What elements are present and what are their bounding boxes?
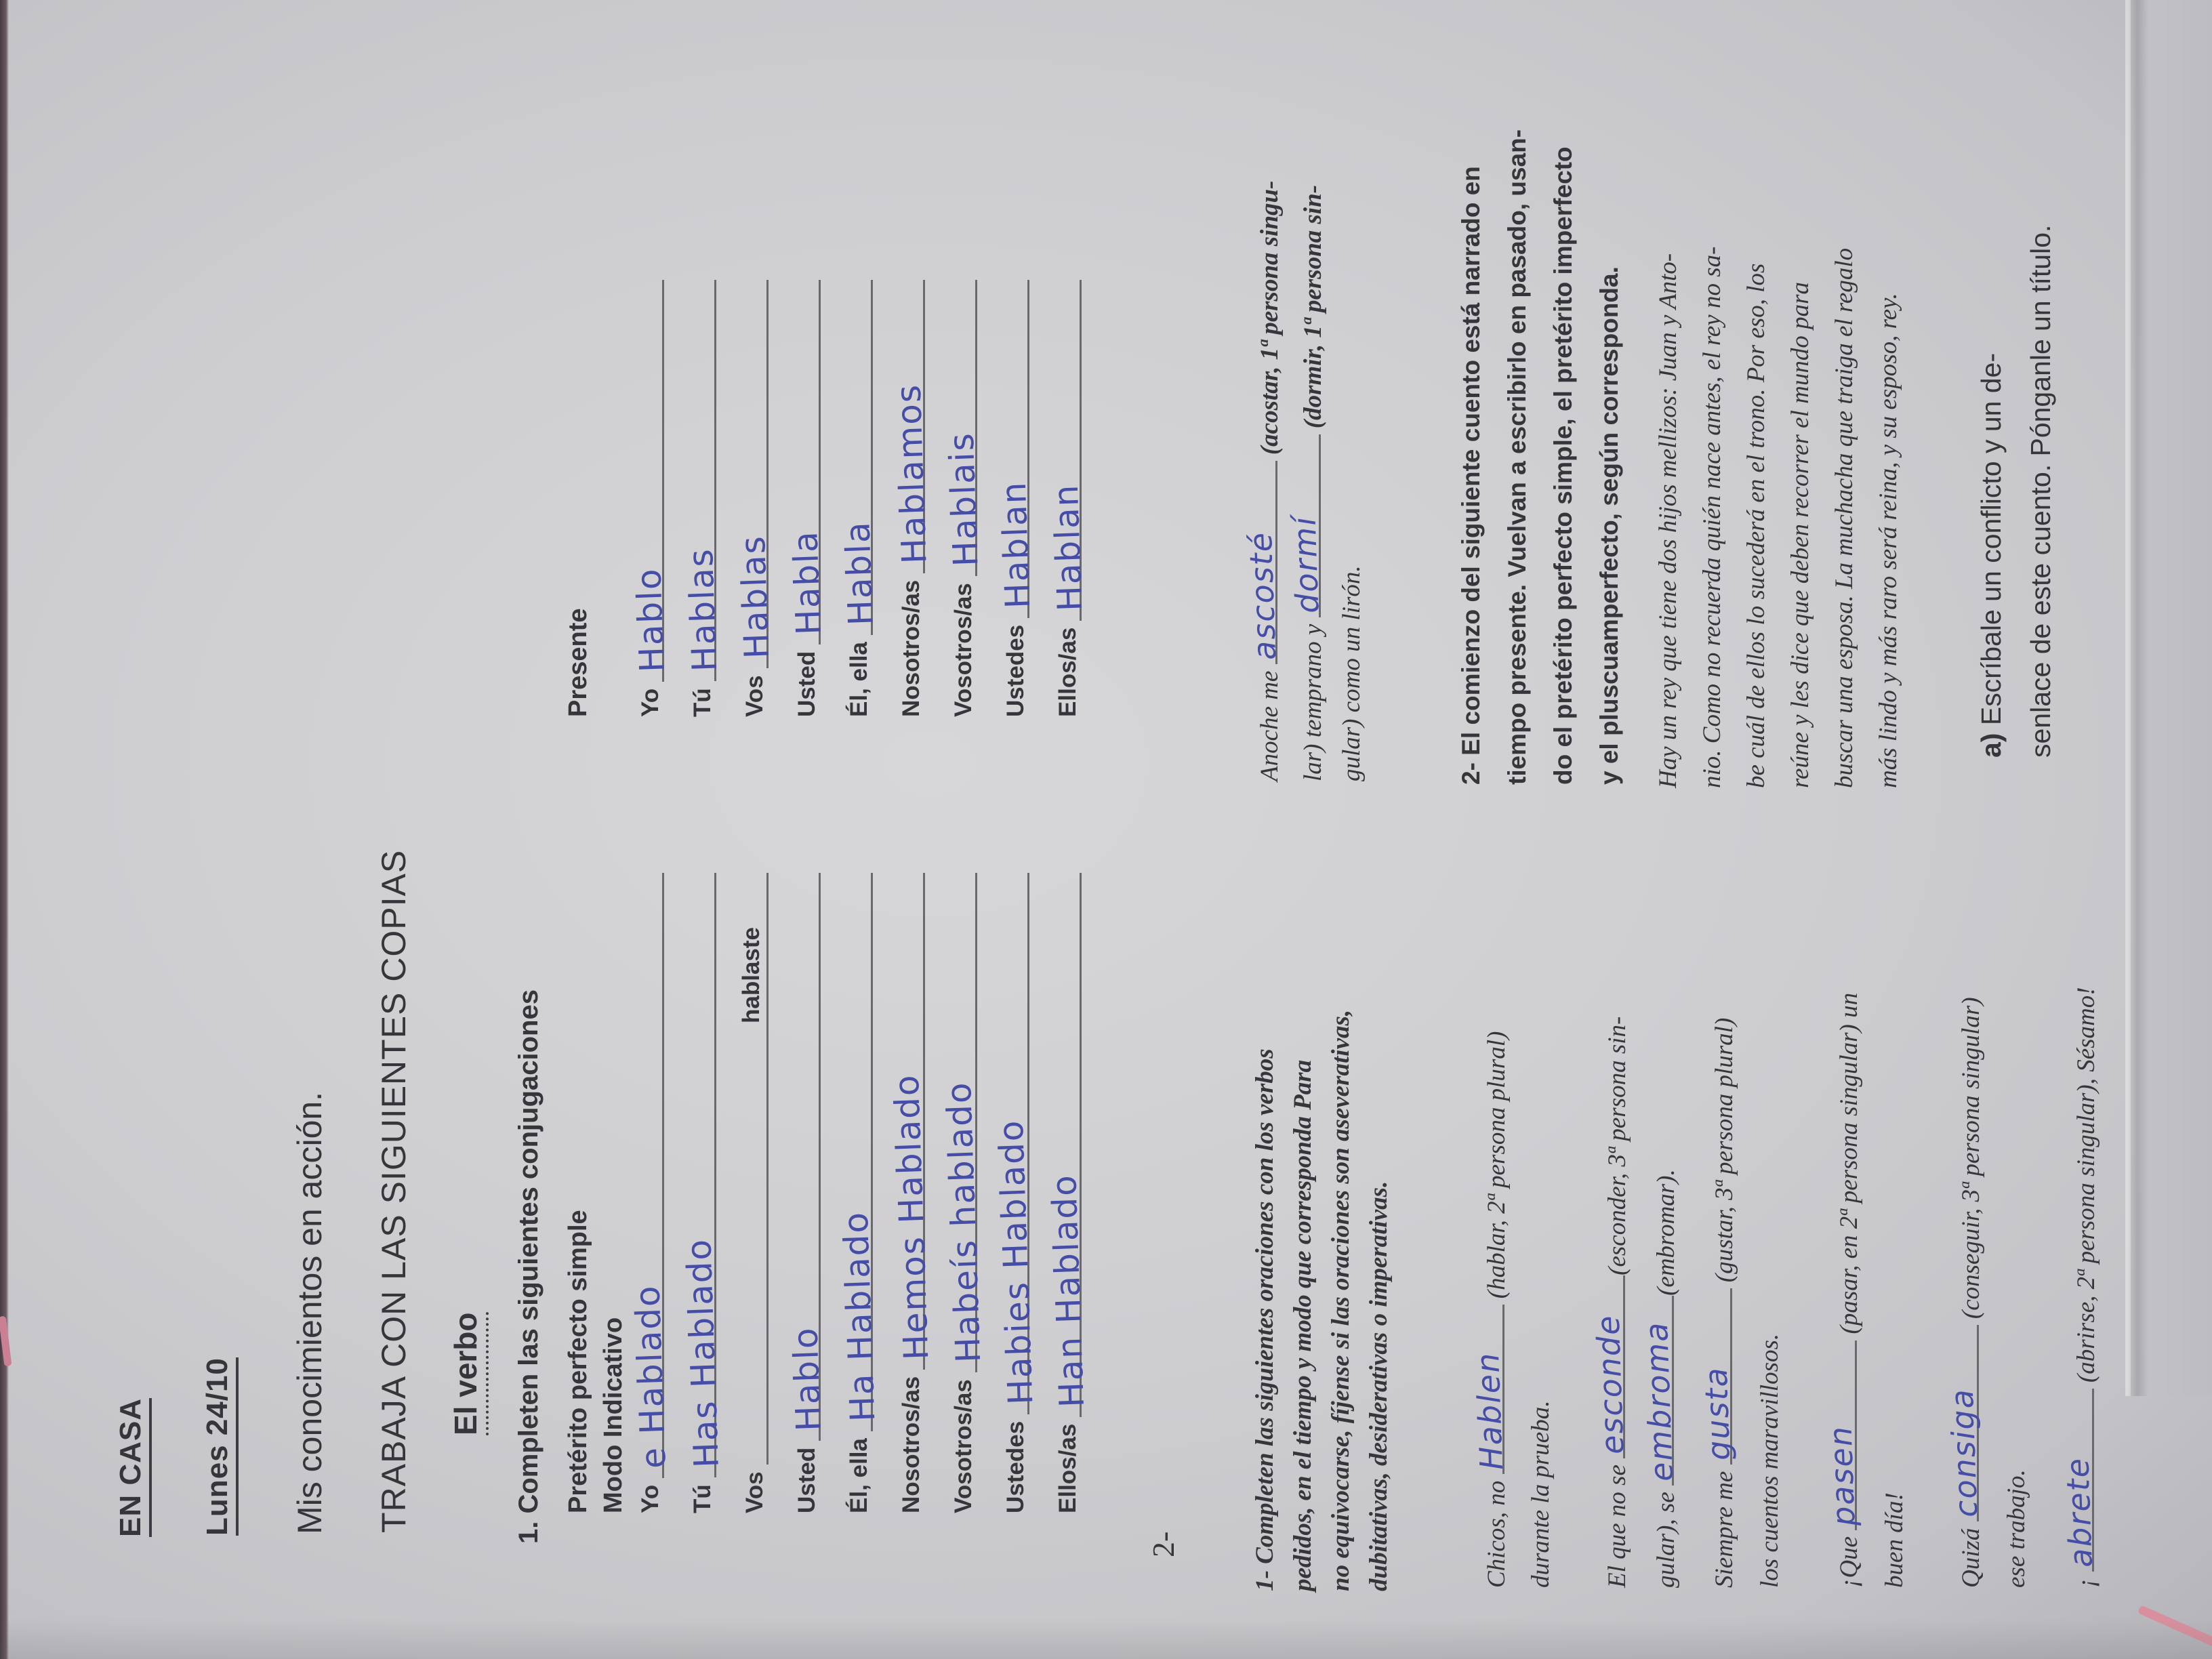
text-segment: buscar una esposa. La muchacha que traiga el regalo — [1830, 247, 1858, 788]
handwritten-answer: Hablais — [941, 431, 986, 568]
text-segment: tiempo presente. Vuelvan a escribirlo en pasado, usan- — [1503, 129, 1531, 785]
left-column-header: Pretérito perfecto simple — [564, 1210, 592, 1513]
answer-blank — [1589, 1275, 1631, 1458]
handwritten-answer: Hablamos — [888, 382, 935, 565]
text-line — [1242, 180, 1284, 781]
text-line — [1637, 1169, 1681, 1588]
text-segment: gular) como un lirón. — [1338, 565, 1366, 781]
answer-blank — [941, 280, 986, 576]
answer-blank — [836, 873, 883, 1431]
handwritten-answer: Hemos Hablado — [886, 1073, 937, 1361]
text-segment: buen día! — [1881, 1492, 1908, 1588]
presente-row — [941, 280, 986, 717]
preterito-row — [628, 873, 674, 1513]
answer-blank — [680, 280, 725, 681]
text-line — [1786, 282, 1815, 788]
pronoun-label: Yo — [637, 1484, 663, 1513]
answer-blank — [888, 280, 935, 573]
date-line — [201, 1357, 234, 1536]
presente-row — [994, 280, 1038, 717]
text-segment: (abrirse, 2ª persona singular), Sésamo! — [2072, 987, 2100, 1389]
text-segment: durante la prueba. — [1527, 1400, 1555, 1588]
handwritten-answer: Hablo — [785, 1326, 829, 1432]
handwritten-answer: embroma — [1637, 1320, 1681, 1482]
answer-blank — [1697, 1288, 1738, 1465]
text-segment: Escríbale un conflicto y un de- — [1975, 352, 2007, 726]
text-segment: Hay un rey que tiene dos hijos mellizos: Juan y Anto- — [1654, 253, 1682, 788]
text-line — [1755, 1334, 1784, 1588]
text-line — [2002, 1469, 2031, 1588]
torn-paper-edge — [2128, 0, 2212, 1396]
text-line — [1880, 1492, 1909, 1588]
presente-row — [733, 280, 777, 717]
answer-blank — [994, 280, 1038, 618]
answer-blank — [1046, 280, 1090, 621]
text-line — [1549, 146, 1578, 785]
pronoun-label: Él, ella — [846, 642, 872, 717]
text-line — [1830, 248, 1859, 788]
text-line — [1822, 992, 1864, 1588]
text-line — [1943, 997, 1986, 1588]
preterito-row — [1044, 873, 1092, 1513]
text-segment: El que no se — [1603, 1458, 1631, 1588]
answer-blank — [1943, 1325, 1985, 1521]
text-segment: Chicos, no — [1483, 1474, 1511, 1588]
text-segment: nio. Como no recuerda quién nace antes, el rey no sa- — [1698, 246, 1726, 788]
presente-row — [888, 280, 935, 717]
text-segment: ¡ — [2072, 1572, 2100, 1588]
preterito-row — [939, 873, 989, 1513]
bold-text-segment: (dormir, 1ª persona sin- — [1299, 184, 1327, 435]
answer-blank — [733, 280, 777, 668]
preterito-row — [738, 873, 769, 1513]
answer-blank — [1822, 1340, 1862, 1530]
text-line — [1337, 565, 1366, 781]
text-segment: pedidos, en el tiempo y modo que corresponda Para — [1289, 1059, 1317, 1591]
answer-blank — [785, 873, 829, 1441]
text-segment: (conseguir, 3ª persona singular) — [1957, 997, 1985, 1326]
preterito-row — [785, 873, 829, 1513]
text-segment: dubitativas, desiderativas o imperativas. — [1365, 1181, 1393, 1591]
text-segment: Quizá — [1957, 1521, 1985, 1588]
presente-row — [680, 280, 725, 717]
text-segment: (embromar). — [1652, 1169, 1680, 1296]
subtitle-line: Mis conocimientos en acción. — [291, 1091, 329, 1534]
answer-blank — [629, 280, 672, 682]
right-column-header: Presente — [564, 608, 592, 717]
answer-blank — [838, 280, 881, 635]
handwritten-answer: Habla — [838, 520, 881, 627]
text-segment: y el pluscuamperfecto, según corresponda. — [1595, 266, 1623, 785]
photo-bottom-shadow — [0, 1618, 2212, 1659]
preterito-row — [886, 873, 937, 1513]
handwritten-answer: Habies Hablado — [991, 1118, 1041, 1406]
presente-row — [785, 280, 829, 717]
handwritten-answer: Habla — [785, 529, 829, 636]
text-line — [1526, 1401, 1555, 1588]
text-segment: Siempre me — [1711, 1465, 1738, 1588]
text-segment: reúne y les dice que deben recorrer el mundo para — [1786, 282, 1814, 788]
text-line — [1286, 184, 1328, 781]
answer-blank — [1044, 873, 1092, 1417]
left-column-subheader: Modo Indicativo — [599, 1317, 628, 1513]
homework-tag-text: EN CASA — [114, 1398, 152, 1537]
handwritten-answer: Hablas — [680, 547, 725, 673]
handwritten-answer: abrete — [2059, 1456, 2100, 1569]
pronoun-label: Nosotros/as — [898, 1376, 924, 1513]
text-line — [2025, 225, 2057, 758]
exercise1-title: 1. Completen las siguientes conjugaciones — [514, 989, 544, 1544]
text-line — [1697, 1017, 1739, 1588]
printed-answer: hablaste — [738, 927, 764, 1023]
pronoun-label: Yo — [637, 688, 663, 717]
answer-blank — [738, 873, 769, 1465]
text-line — [1874, 293, 1903, 788]
homework-tag — [114, 1398, 148, 1537]
text-segment: 2- El comienzo del siguiente cuento está narrado en — [1457, 166, 1485, 785]
presente-row — [838, 280, 881, 717]
section2-label: 2- — [1146, 1531, 1181, 1557]
pronoun-label: Vos — [741, 675, 768, 717]
handwritten-answer: consiga — [1943, 1387, 1985, 1519]
answer-blank — [1637, 1296, 1681, 1486]
answer-blank — [1242, 461, 1284, 664]
pronoun-label: Ellos/as — [1054, 1423, 1081, 1513]
topic-heading — [447, 1312, 484, 1435]
text-line — [1250, 1048, 1279, 1591]
text-segment: (esconder, 3ª persona sin- — [1603, 1016, 1631, 1275]
text-line — [1503, 129, 1532, 785]
text-segment: Anoche me — [1256, 664, 1284, 781]
pronoun-label: Ustedes — [1002, 624, 1029, 717]
text-segment: ese trabajo. — [2003, 1469, 2030, 1588]
topic-text: El verbo — [448, 1312, 489, 1435]
text-segment: más lindo y más raro será reina, y su esposo, rey. — [1875, 293, 1902, 788]
photo-left-edge — [0, 0, 9, 1659]
bold-text-segment: (acostar, 1ª persona singu- — [1256, 180, 1284, 462]
instruction-line: TRABAJA CON LAS SIGUIENTES COPIAS — [375, 849, 413, 1533]
pronoun-label: Nosotros/as — [898, 579, 924, 717]
handwritten-answer: pasen — [1822, 1424, 1862, 1527]
answer-blank — [785, 280, 829, 644]
handwritten-answer: gusta — [1697, 1366, 1738, 1462]
text-segment: senlace de este cuento. Pónganle un título. — [2025, 224, 2056, 758]
text-line — [1595, 266, 1624, 785]
text-segment: be cuál de ellos lo sucederá en el trono. Por eso, los — [1742, 263, 1770, 788]
preterito-row — [679, 873, 726, 1513]
text-segment: los cuentos maravillosos. — [1756, 1333, 1784, 1588]
text-segment: 1- Completen las siguientes oraciones con los verbos — [1251, 1048, 1279, 1591]
text-segment: do el pretérito perfecto simple, el pretérito imperfecto — [1549, 146, 1577, 785]
pronoun-label: Tú — [689, 1484, 716, 1513]
handwritten-answer: Hablan — [1046, 483, 1090, 612]
text-line — [1288, 1060, 1317, 1591]
handwritten-answer: esconde — [1589, 1313, 1631, 1455]
date-text: Lunes 24/10 — [201, 1357, 239, 1536]
text-line — [1326, 1010, 1355, 1591]
handwritten-answer: dormí — [1286, 515, 1326, 615]
pronoun-label: Tú — [689, 688, 716, 717]
handwritten-answer: Han Hablado — [1044, 1173, 1092, 1408]
pronoun-label: Usted — [794, 651, 820, 717]
pronoun-label: Vosotros/as — [950, 583, 977, 717]
handwritten-answer: Ha Hablado — [836, 1210, 883, 1423]
handwritten-answer: Hablas — [733, 534, 777, 660]
text-line — [2059, 987, 2101, 1588]
text-line — [1469, 1031, 1511, 1588]
text-segment: lar) temprano y — [1299, 617, 1327, 781]
pronoun-label: Vos — [741, 1471, 768, 1513]
answer-blank — [1286, 435, 1326, 618]
text-segment: no equivocarse, fíjense si las oraciones son aseverativas, — [1327, 1009, 1355, 1591]
text-line — [1654, 253, 1683, 788]
handwritten-answer: Hablen — [1469, 1351, 1511, 1471]
text-segment: (hablar, 2ª persona plural) — [1483, 1031, 1511, 1305]
text-segment: ¡Que — [1835, 1530, 1863, 1588]
text-line — [1457, 166, 1486, 785]
bold-text-segment: a) — [1975, 725, 2007, 758]
answer-blank — [886, 873, 937, 1370]
presente-row — [1046, 280, 1090, 717]
preterito-row — [991, 873, 1041, 1513]
presente-row — [629, 280, 672, 717]
handwritten-answer: Hablan — [994, 480, 1038, 609]
pronoun-label: Usted — [794, 1447, 820, 1513]
handwritten-answer: e Hablado — [628, 1284, 674, 1469]
handwritten-answer: Habeís hablado — [939, 1080, 989, 1364]
text-line — [1698, 247, 1727, 788]
answer-blank — [2059, 1389, 2100, 1572]
answer-blank — [939, 873, 989, 1372]
text-line — [1975, 353, 2007, 758]
pronoun-label: Él, ella — [846, 1438, 872, 1513]
pronoun-label: Ellos/as — [1054, 627, 1081, 717]
text-segment: (gustar, 3ª persona plural) — [1711, 1017, 1738, 1289]
answer-blank — [679, 873, 726, 1477]
pronoun-label: Ustedes — [1002, 1420, 1029, 1513]
text-line — [1589, 1016, 1632, 1588]
text-line — [1742, 264, 1771, 788]
handwritten-answer: Has Hablado — [679, 1237, 726, 1469]
text-segment: (pasar, en 2ª persona singular) un — [1835, 992, 1863, 1340]
pronoun-label: Vosotros/as — [950, 1379, 977, 1513]
preterito-row — [836, 873, 883, 1513]
answer-blank — [628, 873, 674, 1478]
handwritten-answer: Hablo — [629, 567, 672, 673]
text-segment: gular), se — [1652, 1485, 1680, 1588]
handwritten-answer: ascosté — [1242, 531, 1284, 661]
answer-blank — [1469, 1305, 1511, 1474]
text-line — [1364, 1181, 1393, 1591]
answer-blank — [991, 873, 1041, 1414]
